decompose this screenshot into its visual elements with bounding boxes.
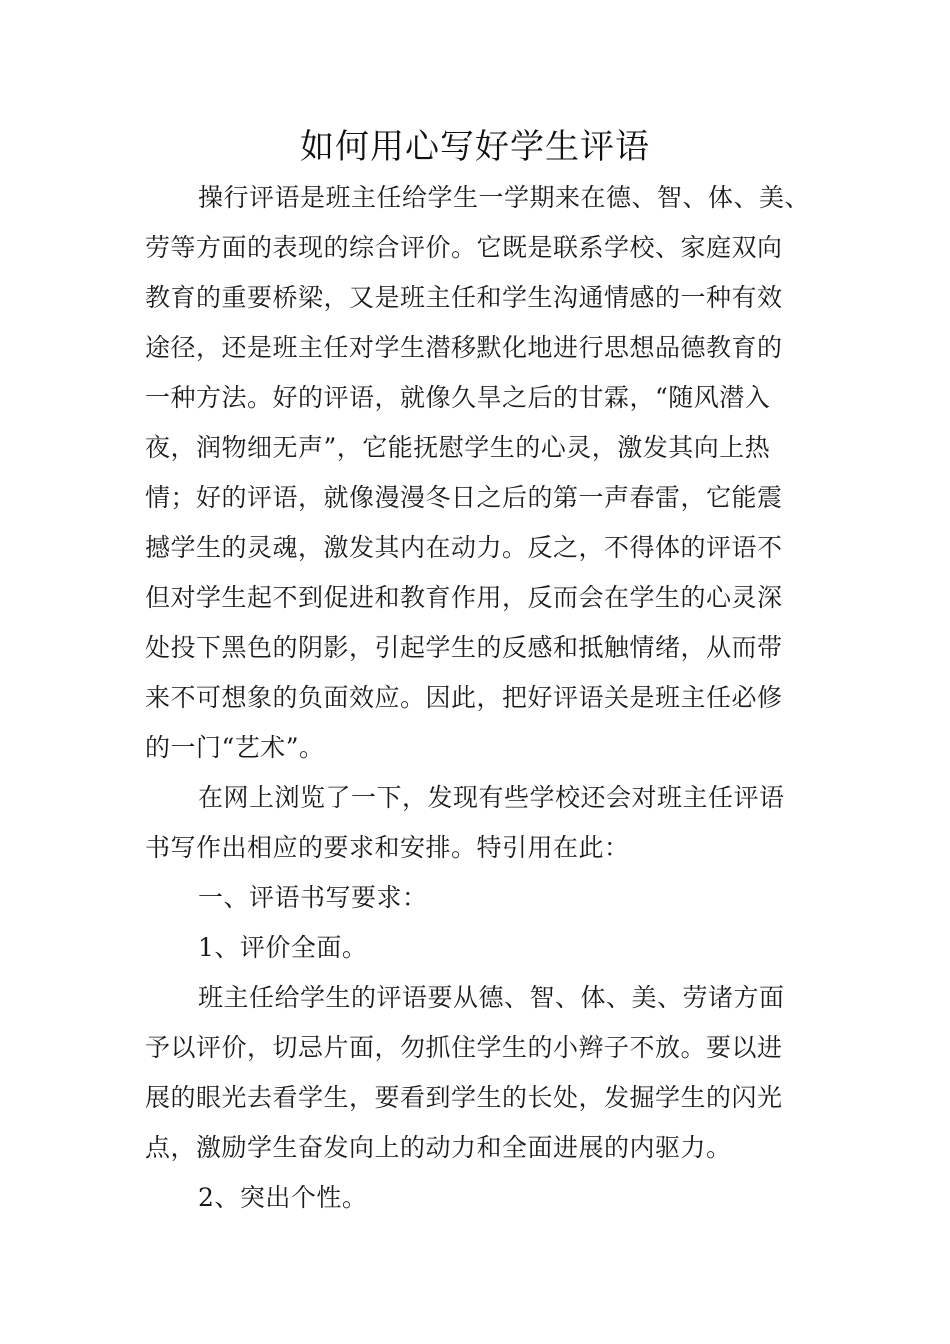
paragraph-line: 予以评价，切忌片面，勿抓住学生的小辫子不放。要以进 — [145, 1033, 783, 1062]
paragraph-line: 情；好的评语，就像漫漫冬日之后的第一声春雷，它能震 — [145, 483, 783, 512]
paragraph-line: 点，激励学生奋发向上的动力和全面进展的内驱力。 — [145, 1133, 732, 1162]
paragraph-line: 在网上浏览了一下，发现有些学校还会对班主任评语 — [198, 783, 785, 812]
document-title: 如何用心写好学生评语 — [300, 127, 650, 167]
paragraph-line: 一种方法。好的评语，就像久旱之后的甘霖，“随风潜入 — [145, 383, 771, 412]
paragraph-line: 展的眼光去看学生，要看到学生的长处，发掘学生的闪光 — [145, 1083, 783, 1112]
paragraph-line: 班主任给学生的评语要从德、智、体、美、劳诸方面 — [198, 983, 785, 1012]
paragraph-line: 但对学生起不到促进和教育作用，反而会在学生的心灵深 — [145, 583, 783, 612]
paragraph-line: 劳等方面的表现的综合评价。它既是联系学校、家庭双向 — [145, 233, 783, 262]
subsection-heading: 1、评价全面。 — [198, 933, 368, 962]
subsection-heading: 2、突出个性。 — [198, 1183, 368, 1212]
paragraph-line: 书写作出相应的要求和安排。特引用在此： — [145, 833, 630, 862]
section-heading: 一、评语书写要求： — [198, 883, 428, 912]
paragraph-line: 处投下黑色的阴影，引起学生的反感和抵触情绪，从而带 — [145, 633, 783, 662]
paragraph-line: 途径，还是班主任对学生潜移默化地进行思想品德教育的 — [145, 333, 783, 362]
paragraph-line: 教育的重要桥梁，又是班主任和学生沟通情感的一种有效 — [145, 283, 783, 312]
paragraph-line: 来不可想象的负面效应。因此，把好评语关是班主任必修 — [145, 683, 783, 712]
paragraph-line: 的一门“艺术”。 — [145, 733, 325, 762]
paragraph-line: 操行评语是班主任给学生一学期来在德、智、体、美、 — [198, 183, 811, 212]
paragraph-line: 夜，润物细无声”，它能抚慰学生的心灵，激发其向上热 — [145, 433, 771, 462]
paragraph-line: 撼学生的灵魂，激发其内在动力。反之，不得体的评语不 — [145, 533, 783, 562]
